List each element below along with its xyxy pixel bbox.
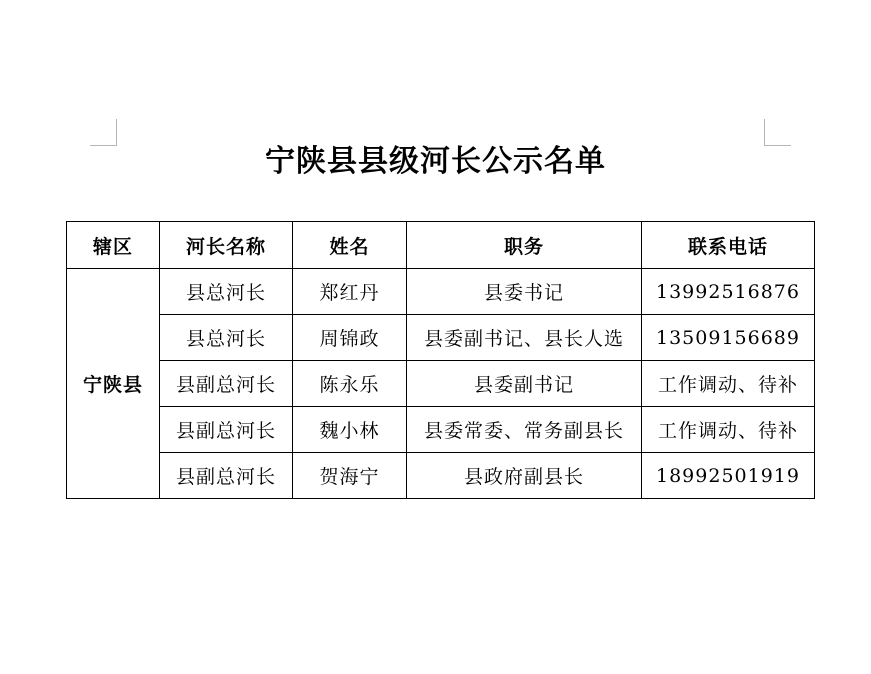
- position-cell: 县委常委、常务副县长: [407, 407, 642, 453]
- river-chief-table: [66, 221, 815, 499]
- phone-cell: 18992501919: [642, 453, 815, 499]
- role-cell: 县副总河长: [160, 407, 293, 453]
- phone-cell: 13509156689: [642, 315, 815, 361]
- phone-cell: 13992516876: [642, 269, 815, 315]
- role-cell: 县副总河长: [160, 361, 293, 407]
- header-name: 姓名: [293, 222, 407, 269]
- position-cell: 县政府副县长: [407, 453, 642, 499]
- header-jurisdiction: 辖区: [67, 222, 160, 269]
- page-title: 宁陕县县级河长公示名单: [265, 144, 606, 179]
- table-row: [67, 361, 815, 407]
- role-cell: 县副总河长: [160, 453, 293, 499]
- position-cell: 县委书记: [407, 269, 642, 315]
- header-position: 职务: [407, 222, 642, 269]
- position-cell: 县委副书记、县长人选: [407, 315, 642, 361]
- position-cell: 县委副书记: [407, 361, 642, 407]
- role-cell: 县总河长: [160, 269, 293, 315]
- table-row: [67, 407, 815, 453]
- table-row: [67, 269, 815, 315]
- table-row: [67, 315, 815, 361]
- name-cell: 郑红丹: [293, 269, 407, 315]
- phone-cell: 工作调动、待补: [642, 407, 815, 453]
- table-header-row: [67, 222, 815, 269]
- header-chief-title: 河长名称: [160, 222, 293, 269]
- phone-cell: 工作调动、待补: [642, 361, 815, 407]
- name-cell: 贺海宁: [293, 453, 407, 499]
- header-phone: 联系电话: [642, 222, 815, 269]
- name-cell: 周锦政: [293, 315, 407, 361]
- role-cell: 县总河长: [160, 315, 293, 361]
- table-row: [67, 453, 815, 499]
- name-cell: 魏小林: [293, 407, 407, 453]
- name-cell: 陈永乐: [293, 361, 407, 407]
- region-cell: 宁陕县: [67, 269, 160, 499]
